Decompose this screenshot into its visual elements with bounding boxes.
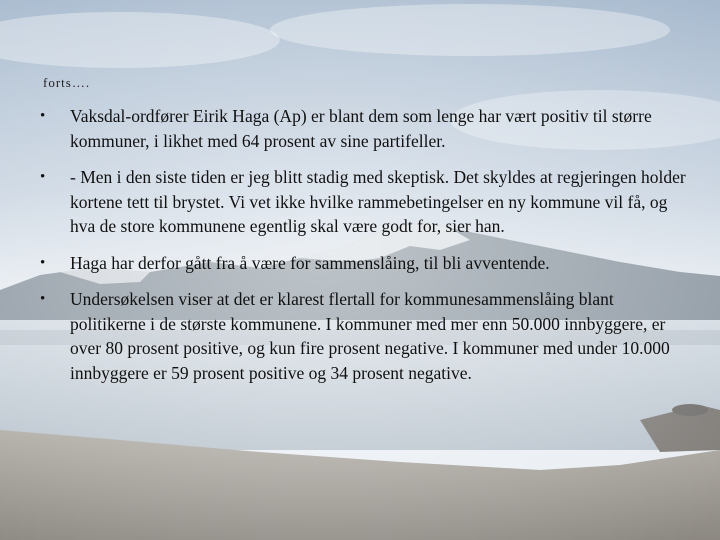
bullet-item — [40, 251, 690, 276]
bullet-icon: • — [40, 291, 46, 307]
bullet-icon: • — [40, 254, 46, 271]
bullet-text: Vaksdal-ordfører Eirik Haga (Ap) er blant dem som lenge har vært positiv til større kommuner, i likhet med 64 prosent av sine partifeller. — [70, 106, 652, 151]
bullet-item — [40, 287, 690, 385]
bullet-item — [40, 165, 690, 239]
bullet-text: - Men i den siste tiden er jeg blitt stadig med skeptisk. Det skyldes at regjeringen holder kortene tett til brystet. Vi vet ikke hvilke rammebetingelser en ny kommune vil få, og hva de store kommunene egentlig skal være godt for, sier han. — [70, 167, 686, 236]
bullet-text: Undersøkelsen viser at det er klarest flertall for kommunesammenslåing blant politikerne i de største kommunene. I kommuner med mer enn 50.000 innbyggere, er over 80 prosent positive, og kun fire prosent negative. I kommuner med under 10.000 innbyggere er 59 prosent positive og 34 prosent negative. — [70, 289, 670, 383]
bullet-list — [40, 104, 690, 397]
bullet-icon: • — [40, 169, 46, 185]
bullet-item — [40, 104, 690, 153]
bullet-icon: • — [40, 108, 46, 124]
bullet-text: Haga har derfor gått fra å være for sammenslåing, til bli avventende. — [70, 252, 550, 273]
continued-label: forts…. — [43, 75, 91, 90]
